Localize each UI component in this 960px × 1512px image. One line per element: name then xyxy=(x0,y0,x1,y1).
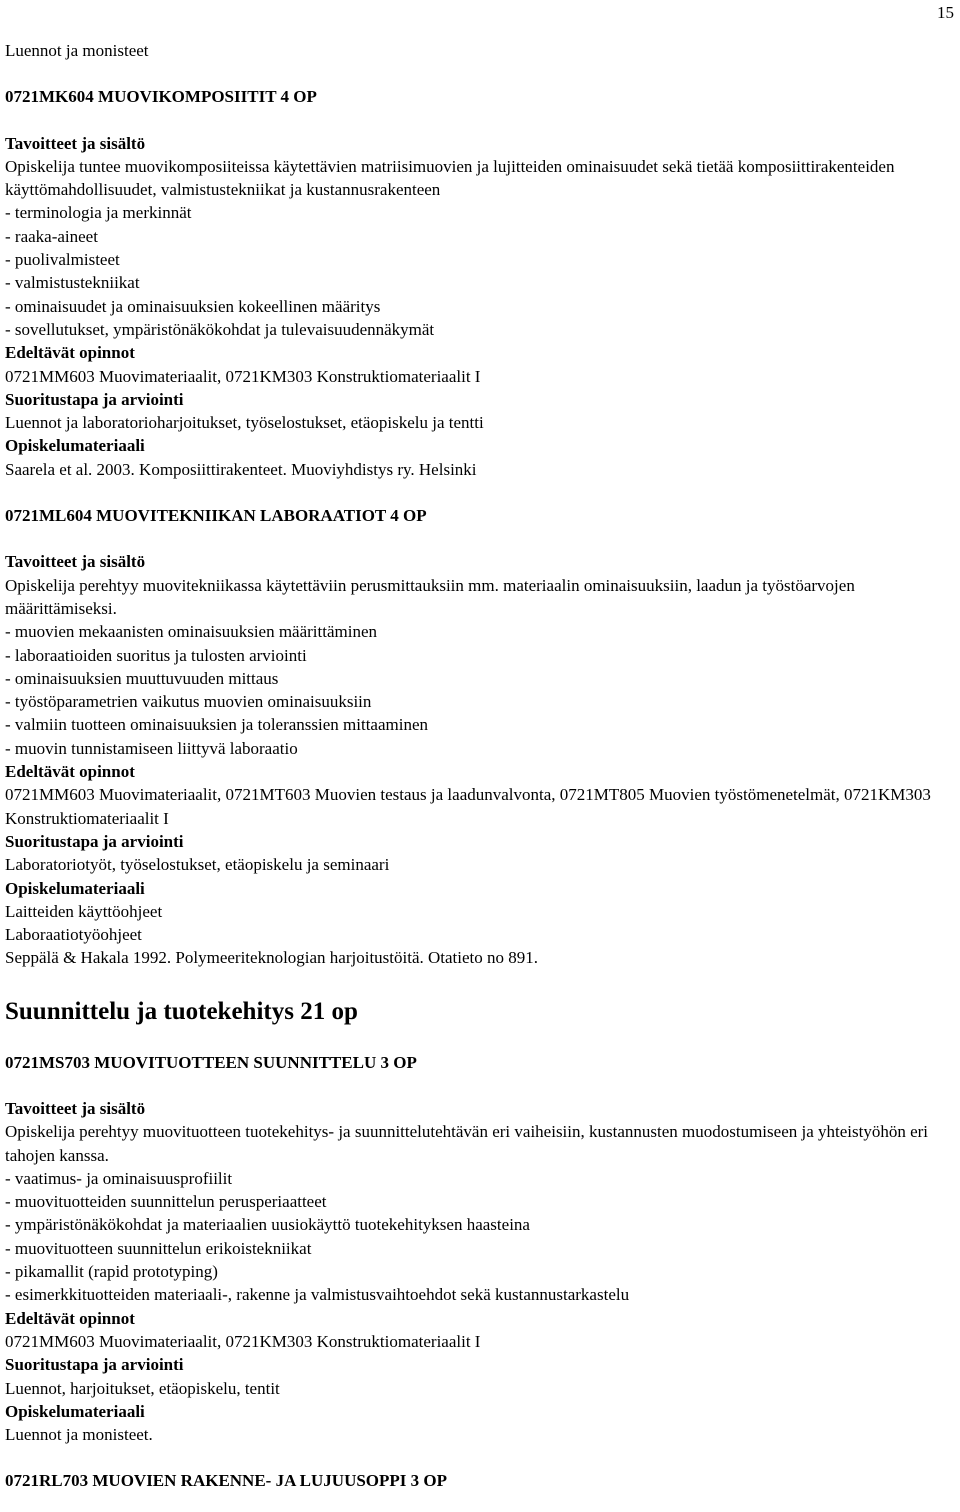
prereq-heading: Edeltävät opinnot xyxy=(5,762,135,782)
goals-text: Opiskelija perehtyy muovitekniikassa käytettäviin perusmittauksiin mm. materiaalin ominaisuuksiin, laadun ja työstöarvojen määrittämiseksi. xyxy=(5,575,855,618)
bullet-item: - raaka-aineet xyxy=(5,226,98,246)
bullet-item: - valmistustekniikat xyxy=(5,273,140,293)
method-heading: Suoritustapa ja arviointi xyxy=(5,389,184,409)
material-line: Laboraatiotyöohjeet xyxy=(5,925,142,945)
bullet-item: - muovituotteiden suunnittelun perusperiaatteet xyxy=(5,1192,327,1212)
method-heading: Suoritustapa ja arviointi xyxy=(5,1355,184,1375)
bullet-item: - muovin tunnistamiseen liittyvä laboraatio xyxy=(5,738,298,758)
bullet-item: - muovituotteen suunnittelun erikoistekniikat xyxy=(5,1238,312,1258)
spacer xyxy=(5,62,950,85)
method-text: Luennot ja laboratorioharjoitukset, työselostukset, etäopiskelu ja tentti xyxy=(5,413,484,433)
material-line: Saarela et al. 2003. Komposiittirakenteet. Muoviyhdistys ry. Helsinki xyxy=(5,459,477,479)
prereq-text: 0721MM603 Muovimateriaalit, 0721KM303 Konstruktiomateriaalit I xyxy=(5,1331,481,1351)
spacer xyxy=(5,970,950,997)
course-title: 0721ML604 MUOVITEKNIIKAN LABORAATIOT 4 OP xyxy=(5,506,427,526)
prereq-heading: Edeltävät opinnot xyxy=(5,1308,135,1328)
material-line: Seppälä & Hakala 1992. Polymeeriteknologian harjoitustöitä. Otatieto no 891. xyxy=(5,948,539,968)
section-title: Suunnittelu ja tuotekehitys 21 op xyxy=(5,997,358,1025)
prereq-heading: Edeltävät opinnot xyxy=(5,343,135,363)
course-ml604 xyxy=(5,504,950,970)
spacer xyxy=(5,527,950,550)
prereq-text: 0721MM603 Muovimateriaalit, 0721KM303 Konstruktiomateriaalit I xyxy=(5,366,481,386)
bullet-item: - valmiin tuotteen ominaisuuksien ja toleranssien mittaaminen xyxy=(5,715,429,735)
bullet-item: - ympäristönäkökohdat ja materiaalien uusiokäyttö tuotekehityksen haasteina xyxy=(5,1215,530,1235)
spacer xyxy=(5,1446,950,1469)
bullet-item: - muovien mekaanisten ominaisuuksien määrittäminen xyxy=(5,622,378,642)
material-line: Luennot ja monisteet. xyxy=(5,1425,153,1445)
bullet-item: - vaatimus- ja ominaisuusprofiilit xyxy=(5,1168,233,1188)
method-text: Luennot, harjoitukset, etäopiskelu, tentit xyxy=(5,1378,280,1398)
spacer xyxy=(5,1027,950,1051)
bullet-item: - laboraatioiden suoritus ja tulosten arviointi xyxy=(5,645,307,665)
prereq-text: 0721MM603 Muovimateriaalit, 0721MT603 Muovien testaus ja laadunvalvonta, 0721MT805 Muovien työstömenetelmät, 0721KM303 Konstruktiomateriaalit I xyxy=(5,785,931,828)
spacer xyxy=(5,109,950,132)
goals-heading: Tavoitteet ja sisältö xyxy=(5,1098,146,1118)
method-text: Laboratoriotyöt, työselostukset, etäopiskelu ja seminaari xyxy=(5,855,390,875)
material-heading: Opiskelumateriaali xyxy=(5,878,145,898)
course-title: 0721MS703 MUOVITUOTTEEN SUUNNITTELU 3 OP xyxy=(5,1052,417,1072)
bullet-item: - ominaisuudet ja ominaisuuksien kokeellinen määritys xyxy=(5,296,381,316)
spacer xyxy=(5,1074,950,1097)
bullet-item: - esimerkkituotteiden materiaali-, rakenne ja valmistusvaihtoehdot sekä kustannustarkastelu xyxy=(5,1285,630,1305)
course-ms703 xyxy=(5,1051,950,1447)
goals-heading: Tavoitteet ja sisältö xyxy=(5,552,146,572)
material-heading: Opiskelumateriaali xyxy=(5,436,145,456)
bullet-item: - ominaisuuksien muuttuvuuden mittaus xyxy=(5,668,279,688)
spacer xyxy=(5,481,950,504)
goals-text: Opiskelija perehtyy muovituotteen tuotekehitys- ja suunnittelutehtävän eri vaiheisiin, kustannusten muodostumiseen ja yhteistyöhön eri tahojen kanssa. xyxy=(5,1122,929,1165)
document-body xyxy=(5,39,950,1493)
header-text: Luennot ja monisteet xyxy=(5,41,149,60)
page-number: 15 xyxy=(937,3,954,22)
bullet-item: - sovellutukset, ympäristönäkökohdat ja tulevaisuudennäkymät xyxy=(5,319,435,339)
goals-text: Opiskelija tuntee muovikomposiiteissa käytettävien matriisimuovien ja lujitteiden ominaisuudet sekä tietää komposiittirakenteiden käyttömahdollisuudet, valmistustekniikat ja kustannusrakenteen xyxy=(5,156,895,200)
method-heading: Suoritustapa ja arviointi xyxy=(5,831,184,851)
material-line: Laitteiden käyttöohjeet xyxy=(5,901,163,921)
course-mk604 xyxy=(5,85,950,481)
next-course-title: 0721RL703 MUOVIEN RAKENNE- JA LUJUUSOPPI 3 OP xyxy=(5,1471,448,1491)
bullet-item: - terminologia ja merkinnät xyxy=(5,203,192,223)
bullet-item: - puolivalmisteet xyxy=(5,250,120,270)
material-heading: Opiskelumateriaali xyxy=(5,1401,145,1421)
goals-heading: Tavoitteet ja sisältö xyxy=(5,133,146,153)
bullet-item: - työstöparametrien vaikutus muovien ominaisuuksiin xyxy=(5,692,372,712)
course-title: 0721MK604 MUOVIKOMPOSIITIT 4 OP xyxy=(5,87,317,107)
bullet-item: - pikamallit (rapid prototyping) xyxy=(5,1262,218,1282)
